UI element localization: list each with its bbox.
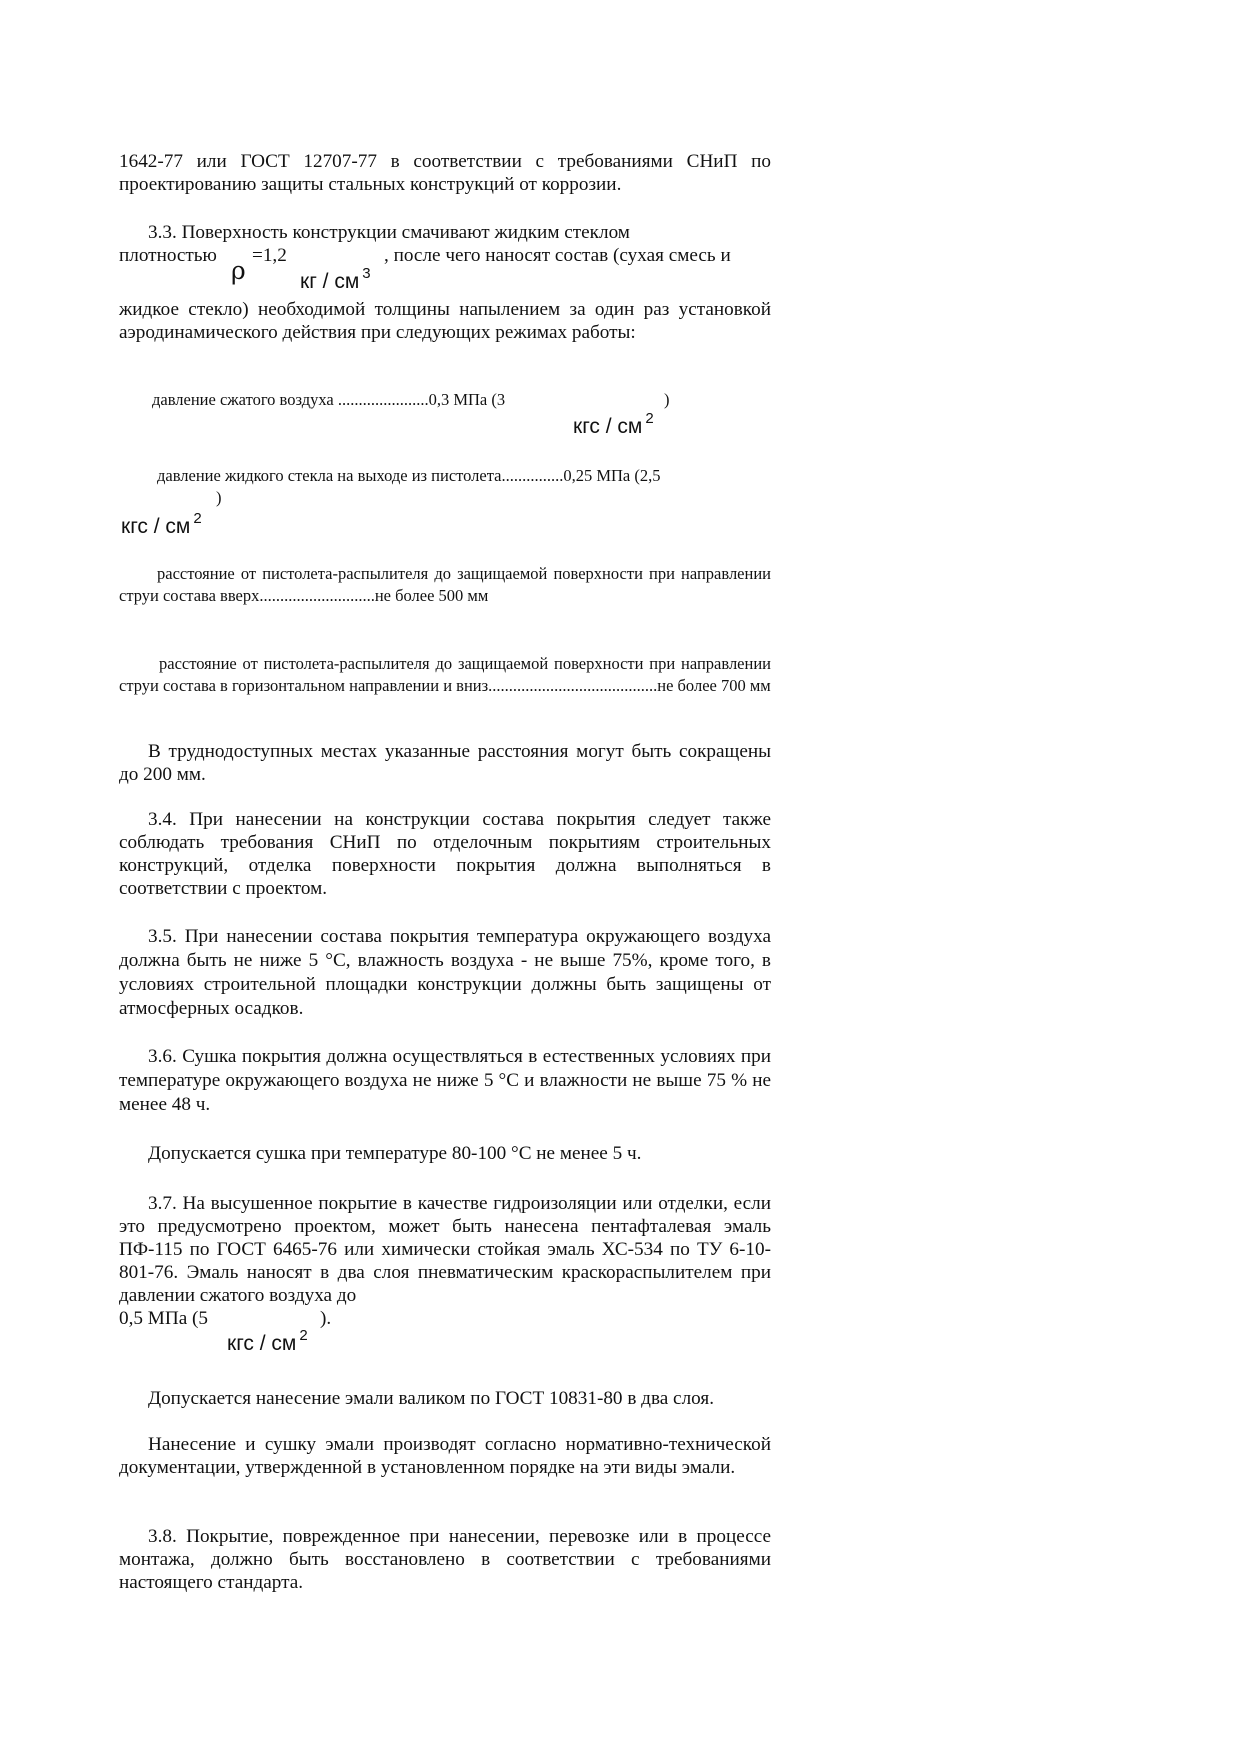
glass-pressure-close: ) xyxy=(216,488,222,507)
density-value: =1,2 xyxy=(252,245,287,266)
section-3-6: 3.6. Сушка покрытия должна осуществляться в естественных условиях при температуре окружающего воздуха не ниже 5 °С и влажности не выше 75 % не менее 48 ч. xyxy=(119,1046,771,1115)
air-pressure-unit: кгс / см $^2$ xyxy=(573,410,654,438)
section-3-7: 3.7. На высушенное покрытие в качестве гидроизоляции или отделки, если это предусмотрено проектом, может быть нанесена пентафталевая эмаль ПФ-115 по ГОСТ 6465-76 или химически стойкая эмаль ХС-534 по ТУ 6-10-801-76. Эмаль наносят в два слоя пневматическим краскораспылителем при давлении сжатого воздуха до xyxy=(119,1193,771,1306)
rho-symbol: ρ xyxy=(231,256,246,285)
section-3-8: 3.8. Покрытие, поврежденное при нанесении, перевозке или в процессе монтажа, должно быть восстановлено в соответствии с требованиями настоящего стандарта. xyxy=(119,1526,771,1593)
density-after: , после чего наносят состав (сухая смесь и xyxy=(384,245,731,266)
hard-to-reach-paragraph: В труднодоступных местах указанные расстояния могут быть сокращены до 200 мм. xyxy=(119,741,771,785)
section-3-5: 3.5. При нанесении состава покрытия температура окружающего воздуха должна быть не ниже 5 °С, влажность воздуха - не выше 75%, кроме того, в условиях строительной площадки конструкции должны быть защищены от атмосферных осадков. xyxy=(119,926,771,1019)
section-3-3-rest: жидкое стекло) необходимой толщины напылением за один раз установкой аэродинамического действия при следующих режимах работы: xyxy=(119,299,771,343)
section-3-4: 3.4. При нанесении на конструкции состава покрытия следует также соблюдать требования СНиП по отделочным покрытиям строительных конструкций, отделка поверхности покрытия должна выполняться в соответствии с проектом. xyxy=(119,809,771,899)
section-3-7-last: 0,5 МПа (5 xyxy=(119,1308,208,1329)
air-pressure-close: ) xyxy=(664,390,670,409)
distance-horizontal-line: расстояние от пистолета-распылителя до защищаемой поверхности при направлении струи состава в горизонтальном направлении и вниз.........................................не более 700 мм xyxy=(119,654,771,695)
drying-allowed-paragraph: Допускается сушка при температуре 80-100 °С не менее 5 ч. xyxy=(148,1143,642,1164)
section-3-7-unit: кгс / см $^2$ xyxy=(227,1327,308,1355)
density-prefix: плотностью xyxy=(119,245,217,266)
intro-paragraph: 1642-77 или ГОСТ 12707-77 в соответствии с требованиями СНиП по проектированию защиты стальных конструкций от коррозии. xyxy=(119,151,771,195)
section-3-7-last-close: ). xyxy=(320,1308,332,1329)
glass-pressure-unit: кгс / см $^2$ xyxy=(121,510,202,538)
air-pressure-line: давление сжатого воздуха ......................0,3 МПа (3 xyxy=(152,390,506,409)
distance-up-line: расстояние от пистолета-распылителя до защищаемой поверхности при направлении струи состава вверх............................не более 500 мм xyxy=(119,564,771,605)
density-unit: кг / см $^3$ xyxy=(300,265,371,293)
section-3-3-line1: 3.3. Поверхность конструкции смачивают жидким стеклом xyxy=(148,222,630,243)
glass-pressure-line: давление жидкого стекла на выходе из пистолета...............0,25 МПа (2,5 xyxy=(157,466,661,485)
enamel-docs-paragraph: Нанесение и сушку эмали производят согласно нормативно-технической документации, утвержденной в установленном порядке на эти виды эмали. xyxy=(119,1434,771,1478)
roller-paragraph: Допускается нанесение эмали валиком по ГОСТ 10831-80 в два слоя. xyxy=(148,1388,715,1409)
